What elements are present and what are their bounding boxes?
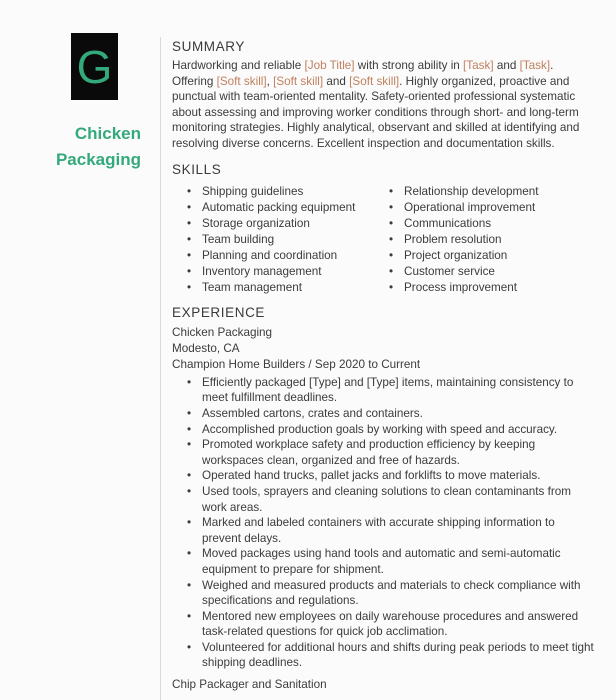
experience-location: Modesto, CA — [172, 341, 240, 355]
skills-column-1 — [172, 184, 374, 296]
experience-bullet — [172, 640, 596, 671]
skill-label: Inventory management — [202, 264, 322, 278]
placeholder-token: [Soft skill] — [349, 74, 400, 88]
experience-bullet-text: Operated hand trucks, pallet jacks and forklifts to move materials. — [202, 469, 541, 483]
bullet-icon: • — [389, 200, 394, 214]
experience-bullet-text: Volunteered for additional hours and shifts during peak periods to meet tight shipping deadlines. — [202, 640, 594, 670]
placeholder-token: [Task] — [463, 59, 494, 72]
bullet-icon: • — [187, 516, 192, 530]
experience-bullet-text: Used tools, sprayers and cleaning solutions to clean contaminants from work areas. — [202, 484, 572, 514]
company-logo — [71, 33, 118, 100]
experience-bullet — [172, 515, 596, 546]
experience-bullet — [172, 546, 596, 577]
summary-text-segment: . Offering — [172, 59, 554, 88]
bullet-icon: • — [187, 232, 192, 246]
bullet-icon: • — [389, 280, 394, 294]
bullet-icon: • — [187, 280, 192, 294]
bullet-icon: • — [187, 184, 192, 198]
experience-bullet — [172, 484, 596, 515]
skill-item — [374, 232, 596, 248]
summary-text-segment: with strong ability in — [354, 59, 464, 72]
company-name-line1: Chicken — [74, 124, 141, 143]
bullet-icon: • — [187, 248, 192, 262]
skill-label: Relationship development — [404, 184, 539, 198]
bullet-icon: • — [187, 422, 192, 436]
experience-bullet — [172, 468, 596, 484]
bullet-icon: • — [187, 484, 192, 498]
bullet-icon: • — [389, 232, 394, 246]
bullet-icon: • — [187, 578, 192, 592]
experience-company-dates: Champion Home Builders / Sep 2020 to Current — [172, 358, 421, 372]
summary-text-segment: Hardworking and reliable — [172, 59, 305, 72]
experience-bullet — [172, 406, 596, 422]
skill-item — [374, 216, 596, 232]
next-role-title: Chip Packager and Sanitation — [172, 678, 327, 692]
skill-label: Automatic packing equipment — [202, 200, 356, 214]
bullet-icon: • — [187, 200, 192, 214]
skill-item — [172, 216, 374, 232]
experience-employer: Chicken Packaging — [172, 325, 273, 339]
skills-column-2 — [374, 184, 596, 296]
skill-label: Communications — [404, 216, 492, 230]
experience-bullet — [172, 422, 596, 438]
skill-item — [374, 280, 596, 296]
skill-label: Team building — [202, 232, 275, 246]
experience-bullet — [172, 609, 596, 640]
skill-label: Storage organization — [202, 216, 310, 230]
skill-label: Planning and coordination — [202, 248, 338, 262]
summary-heading: SUMMARY — [172, 39, 245, 54]
summary-text-segment: and — [323, 74, 350, 88]
summary-text-segment: . Highly organized, proactive and punctual with team-oriented mentality. Safety-oriented professional systematic about assessing and improving worker conditions through short- and long-term monitoring strategies. Highly analytical, observant and skilled at identifying and resolving diverse concerns. Excellent inspection and documentation skills. — [172, 74, 580, 150]
experience-bullet — [172, 578, 596, 609]
placeholder-token: [Job Title] — [304, 59, 355, 72]
skills-heading: SKILLS — [172, 161, 222, 177]
experience-bullet-text: Assembled cartons, crates and containers. — [202, 406, 423, 420]
skill-item — [172, 248, 374, 264]
skill-label: Problem resolution — [404, 232, 502, 246]
skill-item — [374, 184, 596, 200]
bullet-icon: • — [389, 264, 394, 278]
skill-label: Shipping guidelines — [202, 184, 304, 198]
main-content — [172, 40, 596, 693]
company-name-line2: Packaging — [55, 150, 141, 169]
bullet-icon: • — [187, 406, 192, 420]
experience-bullets — [172, 375, 596, 671]
experience-bullet-text: Accomplished production goals by working with speed and accuracy. — [202, 422, 558, 436]
experience-entry — [172, 325, 596, 672]
company-name — [0, 121, 160, 173]
sidebar — [0, 33, 160, 173]
bullet-icon: • — [187, 375, 192, 389]
skill-item — [172, 264, 374, 280]
bullet-icon: • — [187, 609, 192, 623]
skill-item — [172, 200, 374, 216]
skill-item — [172, 232, 374, 248]
placeholder-token: [Soft skill] — [216, 74, 267, 88]
experience-bullet-text: Promoted workplace safety and production efficiency by keeping workspaces clean, organized and free of hazards. — [202, 438, 536, 467]
experience-bullet — [172, 375, 596, 406]
logo-letter: G — [76, 40, 113, 93]
experience-bullet-text: Marked and labeled containers with accurate shipping information to prevent delays. — [202, 516, 555, 545]
skill-item — [374, 248, 596, 264]
skills-grid — [172, 184, 596, 296]
placeholder-token: [Task] — [519, 59, 551, 72]
bullet-icon: • — [187, 547, 192, 561]
bullet-icon: • — [389, 184, 394, 198]
skill-item — [374, 264, 596, 280]
bullet-icon: • — [389, 216, 394, 230]
experience-bullet-text: Moved packages using hand tools and automatic and semi-automatic equipment to prepare for shipment. — [202, 547, 561, 576]
experience-bullet-text: Efficiently packaged [Type] and [Type] items, maintaining consistency to meet fulfillment deadlines. — [202, 375, 574, 405]
experience-heading: EXPERIENCE — [172, 304, 266, 320]
skill-item — [172, 280, 374, 296]
skill-label: Operational improvement — [404, 200, 536, 214]
skill-item — [172, 184, 374, 200]
bullet-icon: • — [187, 640, 192, 654]
summary-text-segment: , — [266, 74, 274, 88]
bullet-icon: • — [187, 264, 192, 278]
vertical-divider — [160, 37, 161, 700]
bullet-icon: • — [187, 438, 192, 452]
skill-label: Customer service — [404, 264, 495, 278]
bullet-icon: • — [187, 469, 192, 483]
bullet-icon: • — [389, 248, 394, 262]
skill-label: Team management — [202, 280, 303, 294]
placeholder-token: [Soft skill] — [273, 74, 324, 88]
summary-paragraph — [172, 58, 596, 152]
experience-bullet-text: Weighed and measured products and materials to check compliance with specifications and regulations. — [202, 578, 581, 608]
experience-bullet — [172, 437, 596, 468]
experience-bullet-text: Mentored new employees on daily warehouse procedures and answered task-related questions for quick job acclimation. — [202, 609, 579, 639]
bullet-icon: • — [187, 216, 192, 230]
summary-text-segment: and — [493, 59, 520, 72]
skill-item — [374, 200, 596, 216]
skill-label: Project organization — [404, 248, 508, 262]
skill-label: Process improvement — [404, 280, 518, 294]
